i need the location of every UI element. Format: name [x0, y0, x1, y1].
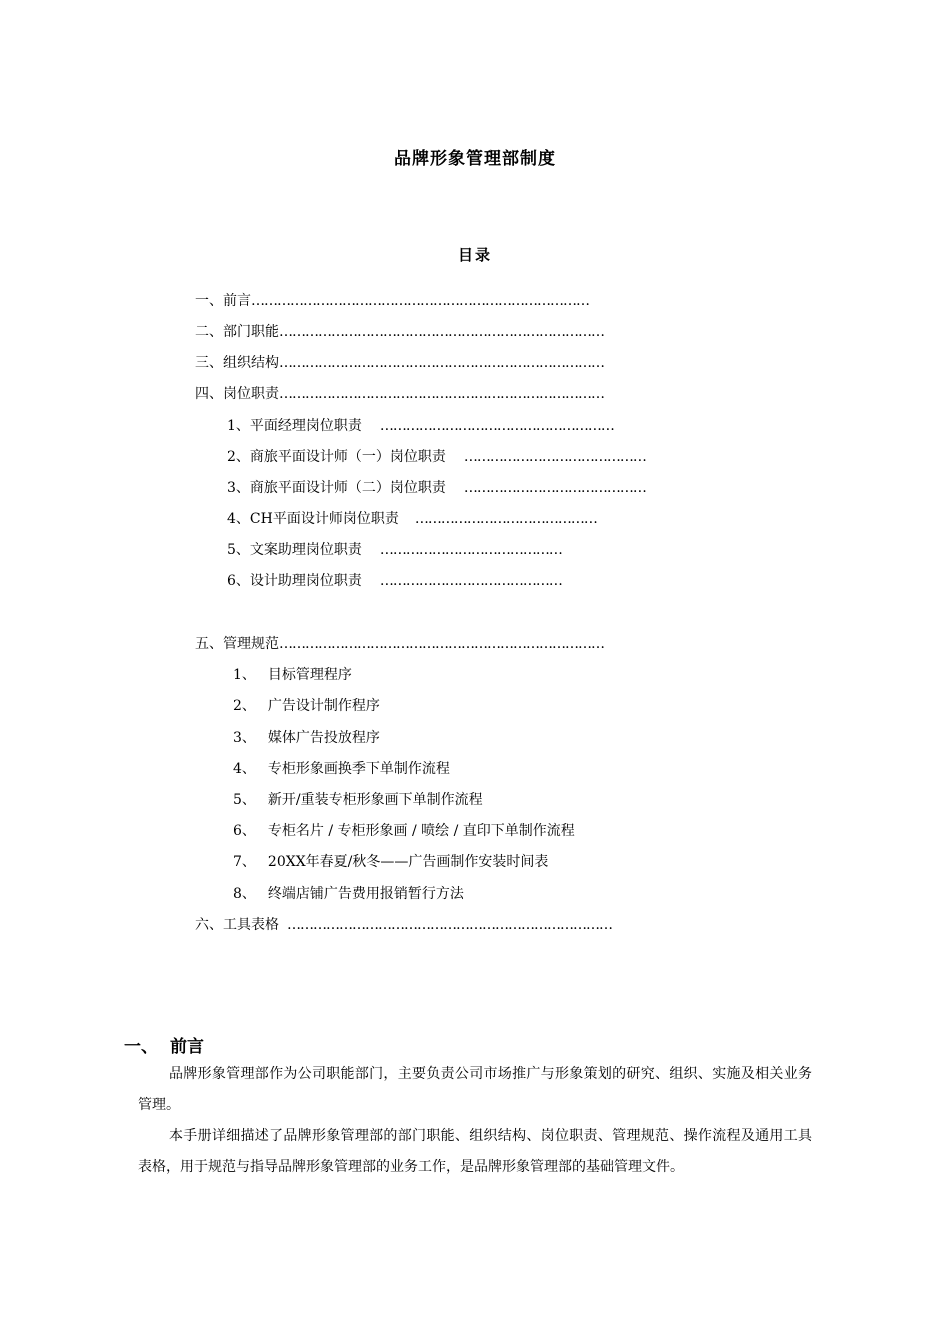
toc-item-label: 专柜名片 / 专柜形象画 / 喷绘 / 直印下单制作流程	[267, 823, 575, 839]
toc-leader-dots: ……………………………………	[463, 449, 646, 465]
toc-item-number: 1、	[233, 667, 256, 683]
section-number: 一、	[124, 1037, 158, 1057]
toc-item-label: 4、CH平面设计师岗位职责	[227, 511, 399, 527]
toc-subitem-position-2[interactable]	[227, 447, 646, 467]
toc-subitem-position-4[interactable]	[227, 509, 597, 529]
toc-item-number: 6、	[233, 823, 256, 839]
toc-item-label: 六、工具表格	[195, 917, 279, 933]
toc-item-label: 一、前言	[195, 293, 251, 309]
toc-item-label: 3、商旅平面设计师（二）岗位职责	[227, 480, 446, 496]
toc-leader-dots: …………………………………………………………………	[279, 386, 604, 402]
toc-item-label: 四、岗位职责	[195, 386, 279, 402]
toc-leader-dots: …………………………………………………………………	[279, 324, 604, 340]
toc-leader-dots: ……………………………………………………………………	[251, 293, 589, 309]
toc-subitem-procedure-1[interactable]	[233, 665, 352, 685]
toc-item-label: 三、组织结构	[195, 355, 279, 371]
toc-item-number: 8、	[233, 886, 256, 902]
body-paragraph: 品牌形象管理部作为公司职能部门，主要负责公司市场推广与形象策划的研究、组织、实施及相关业务管理。	[138, 1066, 812, 1113]
toc-item-label: 5、文案助理岗位职责	[227, 542, 362, 558]
toc-leader-dots: …………………………………………………………………	[287, 917, 612, 933]
toc-item-label: 6、设计助理岗位职责	[227, 573, 362, 589]
toc-item-label: 目标管理程序	[267, 667, 352, 683]
toc-item-number: 7、	[233, 854, 256, 870]
toc-subitem-position-3[interactable]	[227, 478, 646, 498]
toc-heading: 目录	[457, 246, 492, 264]
toc-item-label: 二、部门职能	[195, 324, 279, 340]
toc-item-number: 2、	[233, 698, 256, 714]
toc-item-preface[interactable]	[195, 291, 589, 311]
toc-item-management[interactable]	[195, 634, 604, 654]
toc-subitem-procedure-6[interactable]	[233, 821, 575, 841]
toc-subitem-procedure-8[interactable]	[233, 884, 464, 904]
toc-item-label: 专柜形象画换季下单制作流程	[267, 761, 450, 777]
toc-leader-dots: …………………………………………………………………	[279, 355, 604, 371]
toc-subitem-position-6[interactable]	[227, 571, 562, 591]
toc-subitem-procedure-5[interactable]	[233, 790, 483, 810]
toc-item-position-duties[interactable]	[195, 384, 604, 404]
toc-item-label: 广告设计制作程序	[267, 698, 380, 714]
toc-subitem-procedure-7[interactable]	[233, 852, 548, 872]
toc-leader-dots: ……………………………………	[379, 573, 562, 589]
toc-subitem-procedure-4[interactable]	[233, 759, 450, 779]
section-heading-preface	[124, 1032, 204, 1057]
toc-item-number: 5、	[233, 792, 256, 808]
toc-item-department-functions[interactable]	[195, 322, 604, 342]
toc-item-label: 五、管理规范	[195, 636, 279, 652]
document-title: 品牌形象管理部制度	[394, 149, 556, 169]
body-paragraph: 本手册详细描述了品牌形象管理部的部门职能、组织结构、岗位职责、管理规范、操作流程及通用工具表格，用于规范与指导品牌形象管理部的业务工作，是品牌形象管理部的基础管理文件。	[138, 1128, 812, 1175]
section-title: 前言	[170, 1037, 204, 1057]
toc-item-organization[interactable]	[195, 353, 604, 373]
toc-item-label: 1、平面经理岗位职责	[227, 418, 362, 434]
toc-leader-dots: ………………………………………………	[379, 418, 614, 434]
toc-item-number: 3、	[233, 730, 256, 746]
toc-subitem-position-5[interactable]	[227, 540, 562, 560]
toc-item-number: 4、	[233, 761, 256, 777]
toc-subitem-procedure-3[interactable]	[233, 728, 380, 748]
toc-leader-dots: ……………………………………	[414, 511, 597, 527]
toc-item-label: 2、商旅平面设计师（一）岗位职责	[227, 449, 446, 465]
toc-item-label: 媒体广告投放程序	[267, 730, 380, 746]
toc-leader-dots: ……………………………………	[379, 542, 562, 558]
toc-item-label: 新开/重装专柜形象画下单制作流程	[267, 792, 483, 808]
toc-item-tools[interactable]	[195, 915, 612, 935]
toc-item-label: 20XX年春夏/秋冬——广告画制作安装时间表	[267, 854, 549, 870]
toc-item-label: 终端店铺广告费用报销暂行方法	[267, 886, 464, 902]
toc-subitem-procedure-2[interactable]	[233, 696, 380, 716]
toc-leader-dots: ……………………………………	[463, 480, 646, 496]
toc-subitem-position-1[interactable]	[227, 416, 614, 436]
toc-leader-dots: …………………………………………………………………	[279, 636, 604, 652]
